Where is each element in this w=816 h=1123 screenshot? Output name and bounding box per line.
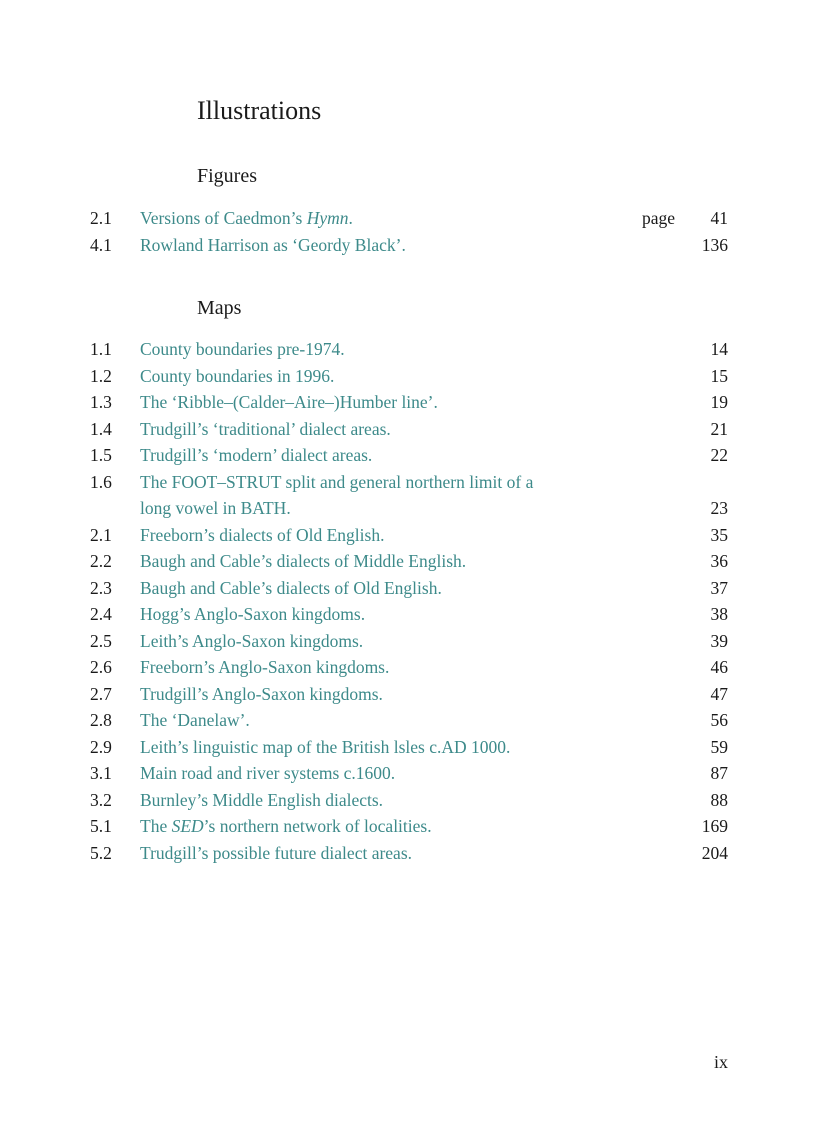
entry-title[interactable]: Trudgill’s ‘traditional’ dialect areas. <box>140 418 391 439</box>
entry-page-number: 14 <box>710 339 728 359</box>
entry-number: 3.1 <box>90 763 112 783</box>
entry-page-number: 47 <box>710 683 728 704</box>
map-entry[interactable] <box>0 416 816 443</box>
entry-page-number: 204 <box>701 842 728 863</box>
map-entry[interactable] <box>0 628 816 655</box>
entry-title[interactable]: Burnley’s Middle English dialects. <box>140 789 384 810</box>
map-entry[interactable] <box>0 336 816 363</box>
entry-title[interactable]: Baugh and Cable’s dialects of Old English. <box>140 577 442 598</box>
entry-number: 1.2 <box>90 365 112 386</box>
entry-title[interactable]: Hogg’s Anglo-Saxon kingdoms. <box>140 604 366 624</box>
entry-page-number: 22 <box>710 445 728 465</box>
map-entry[interactable] <box>0 734 816 761</box>
map-entry[interactable] <box>0 601 816 628</box>
entry-title[interactable]: Trudgill’s ‘modern’ dialect areas. <box>140 445 373 465</box>
entry-number: 2.3 <box>90 577 112 598</box>
entry-number: 1.6 <box>90 471 112 492</box>
entry-title[interactable]: Leith’s linguistic map of the British lsles c.AD 1000. <box>140 736 511 757</box>
map-entry[interactable] <box>0 813 816 840</box>
entry-title[interactable]: Freeborn’s dialects of Old English. <box>140 524 385 545</box>
map-entry[interactable] <box>0 469 816 522</box>
entry-number: 1.5 <box>90 445 112 465</box>
entry-title[interactable]: Rowland Harrison as ‘Geordy Black’. <box>140 234 406 255</box>
entry-number: 2.5 <box>90 630 112 651</box>
entry-page-number: 38 <box>710 604 728 624</box>
entry-page-number: 21 <box>710 418 728 439</box>
entry-number: 2.2 <box>90 551 112 571</box>
map-entry[interactable] <box>0 707 816 734</box>
entry-title[interactable]: County boundaries in 1996. <box>140 365 335 386</box>
figures-list <box>0 205 816 258</box>
entry-number: 3.2 <box>90 789 112 810</box>
page-title: Illustrations <box>197 96 322 125</box>
entry-number: 1.1 <box>90 339 112 359</box>
page-label: page <box>642 208 676 228</box>
entry-page-number: 59 <box>710 736 728 757</box>
entry-number: 2.9 <box>90 736 112 757</box>
map-entry[interactable] <box>0 363 816 390</box>
entry-page-number: 87 <box>710 763 728 783</box>
map-entry[interactable] <box>0 760 816 787</box>
entry-page-number: 46 <box>710 657 728 677</box>
maps-list <box>0 336 816 866</box>
entry-title[interactable]: County boundaries pre-1974. <box>140 339 345 359</box>
entry-page-number: 37 <box>710 577 728 598</box>
entry-page-number: 136 <box>701 234 728 255</box>
entry-number: 2.1 <box>90 524 112 545</box>
entry-title[interactable]: The FOOT–STRUT split and general northern limit of a long vowel in BATH. <box>140 471 534 518</box>
map-entry[interactable] <box>0 548 816 575</box>
entry-page-number: 88 <box>710 789 728 810</box>
entry-page-number: 169 <box>701 816 728 836</box>
map-entry[interactable] <box>0 787 816 814</box>
entry-number: 2.8 <box>90 710 112 730</box>
entry-page-number: 15 <box>710 365 728 386</box>
entry-title[interactable]: Trudgill’s Anglo-Saxon kingdoms. <box>140 683 383 704</box>
entry-number: 2.4 <box>90 604 112 624</box>
entry-number: 5.1 <box>90 816 112 836</box>
entry-page-number: 41 <box>710 208 728 228</box>
entry-title[interactable]: Versions of Caedmon’s Hymn. <box>140 208 353 228</box>
map-entry[interactable] <box>0 840 816 867</box>
entry-title[interactable]: Trudgill’s possible future dialect areas. <box>140 842 413 863</box>
entry-title[interactable]: The ‘Danelaw’. <box>140 710 250 730</box>
entry-title[interactable]: Main road and river systems c.1600. <box>140 763 396 783</box>
map-entry[interactable] <box>0 522 816 549</box>
entry-title[interactable]: The SED’s northern network of localities. <box>140 816 432 836</box>
entry-page-number: 23 <box>710 498 728 518</box>
entry-title[interactable]: The ‘Ribble–(Calder–Aire–)Humber line’. <box>140 392 438 412</box>
entry-title[interactable]: Leith’s Anglo-Saxon kingdoms. <box>140 630 364 651</box>
entry-title[interactable]: Baugh and Cable’s dialects of Middle English. <box>140 551 467 571</box>
entry-number: 1.3 <box>90 392 112 412</box>
figures-heading: Figures <box>197 165 257 187</box>
entry-number: 1.4 <box>90 418 112 439</box>
entry-title[interactable]: Freeborn’s Anglo-Saxon kingdoms. <box>140 657 390 677</box>
entry-page-number: 56 <box>710 710 728 730</box>
map-entry[interactable] <box>0 575 816 602</box>
map-entry[interactable] <box>0 654 816 681</box>
entry-page-number: 19 <box>710 392 728 412</box>
entry-number: 4.1 <box>90 234 112 255</box>
map-entry[interactable] <box>0 442 816 469</box>
figure-entry[interactable] <box>0 232 816 259</box>
entry-number: 5.2 <box>90 842 112 863</box>
folio-page-number: ix <box>713 1052 728 1072</box>
entry-page-number: 35 <box>710 524 728 545</box>
entry-number: 2.6 <box>90 657 112 677</box>
map-entry[interactable] <box>0 681 816 708</box>
map-entry[interactable] <box>0 389 816 416</box>
maps-heading: Maps <box>197 297 242 319</box>
entry-page-number: 39 <box>710 630 728 651</box>
entry-page-number: 36 <box>710 551 728 571</box>
entry-number: 2.7 <box>90 683 112 704</box>
entry-number: 2.1 <box>90 208 112 228</box>
figure-entry[interactable] <box>0 205 816 232</box>
